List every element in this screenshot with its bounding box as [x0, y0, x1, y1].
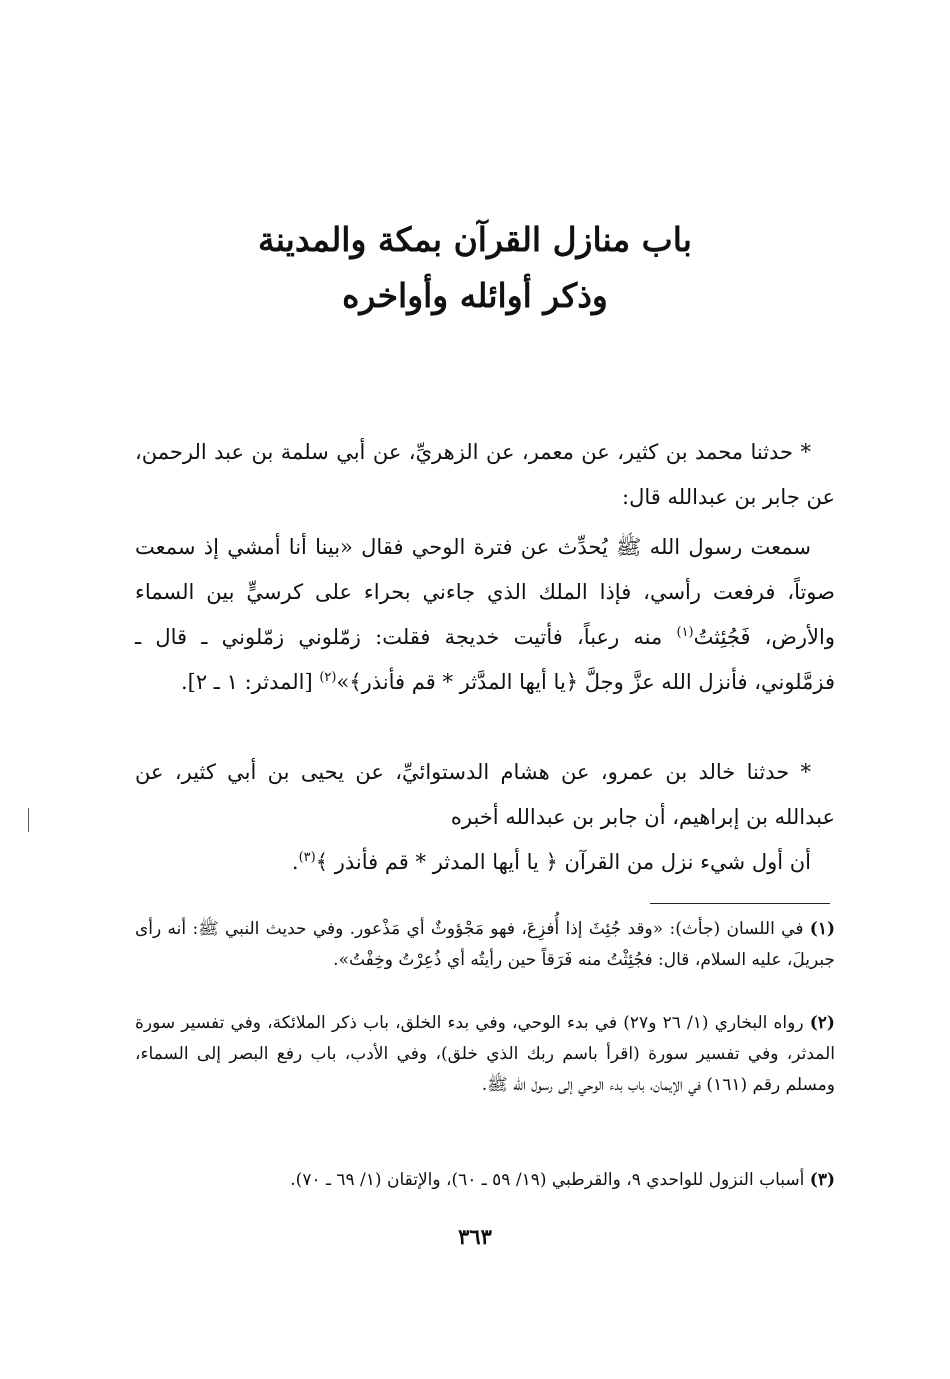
- footnote-number: (٣): [809, 1170, 835, 1190]
- paragraph: [135, 525, 835, 705]
- footnote-1: [135, 914, 835, 976]
- paragraph: * حدثنا خالد بن عمرو، عن هشام الدستوائيِّ، عن يحيى بن أبي كثير، عن عبدالله بن إبراهيم، أن جابر بن عبدالله أخبره: [135, 760, 835, 829]
- footnote: [135, 1008, 835, 1101]
- paragraph: [135, 840, 835, 885]
- hadith-1-text: [135, 525, 835, 705]
- footnote: [135, 914, 835, 976]
- hadith-1-chain: [135, 430, 835, 520]
- footnote-text: رواه البخاري (١/ ٢٦ و٢٧) في بدء الوحي، وفي بدء الخلق، باب ذكر الملائكة، وفي تفسير سورة المدثر، وفي تفسير سورة (اقرأ باسم ربك الذي خلق)، وفي الأدب، باب رفع البصر إلى السماء، ومسلم رقم (١٦١) في الإيمان، باب بدء الوحي إلى رسول الله ﷺ.: [135, 1013, 835, 1095]
- paragraph-part: أن أول شيء نزل من القرآن ﴿ يا أيها المدثر * قم فأنذر ﴾: [315, 850, 811, 874]
- footnote-ref-1: (١): [676, 625, 694, 640]
- paragraph: * حدثنا محمد بن كثير، عن معمر، عن الزهريِّ، عن أبي سلمة بن عبد الرحمن، عن جابر بن عبدالله قال:: [135, 440, 835, 509]
- hadith-2-text: [135, 840, 835, 885]
- footnote-divider: [650, 903, 830, 904]
- chapter-title-line-2: وذكر أوائله وأواخره: [342, 276, 608, 315]
- paragraph-part: .: [291, 850, 299, 874]
- footnote-number: (٢): [809, 1013, 835, 1033]
- paragraph-part: سمعت رسول الله ﷺ يُحدِّث عن فترة الوحي فقال «بينا أنا أمشي إذ سمعت صوتاً، فرفعت رأسي، فإذا الملك الذي جاءني بحراء على كرسيٍّ بين السماء والأرض، فَجُئِثتُ: [135, 535, 835, 649]
- paragraph-part: منه رعباً، فأتيت خديجة فقلت: زمّلوني زمّلوني ـ قال ـ فزمَّلوني، فأنزل الله عزَّ وجلَّ ﴿يا أيها المدَّثر * قم فأنذر﴾»: [135, 625, 835, 694]
- quran-reference: [المدثر: ١ ـ ٢].: [180, 670, 320, 694]
- footnote-text: أسباب النزول للواحدي ٩، والقرطبي (١٩/ ٥٩ ـ ٦٠)، والإتقان (١/ ٦٩ ـ ٧٠).: [290, 1170, 810, 1190]
- footnote-2: [135, 1008, 835, 1101]
- margin-mark: [28, 808, 31, 832]
- footnote-number: (١): [809, 919, 835, 939]
- page-number: ٣٦٣: [458, 1224, 492, 1249]
- chapter-title: [120, 212, 830, 324]
- footnote-ref-2: (٢): [319, 670, 337, 685]
- footnote-3: [135, 1165, 835, 1196]
- hadith-2-chain: [135, 750, 835, 840]
- chapter-title-line-1: باب منازل القرآن بمكة والمدينة: [258, 220, 692, 259]
- footnote-text: في اللسان (جأث): «وقد جُئِثَ إذا أُفزِعَ، فهو مَجْؤوثٌ أي مَذْعور. وفي حديث النبي ﷺ: أنه رأى جبريلَ، عليه السلام، قال: فجُئِثْتُ منه فَرَقاً حين رأيتُه أي ذُعِرْتُ وخِفْتُ».: [135, 919, 835, 970]
- footnote: [135, 1165, 835, 1196]
- footnote-ref-3: (٣): [298, 850, 316, 865]
